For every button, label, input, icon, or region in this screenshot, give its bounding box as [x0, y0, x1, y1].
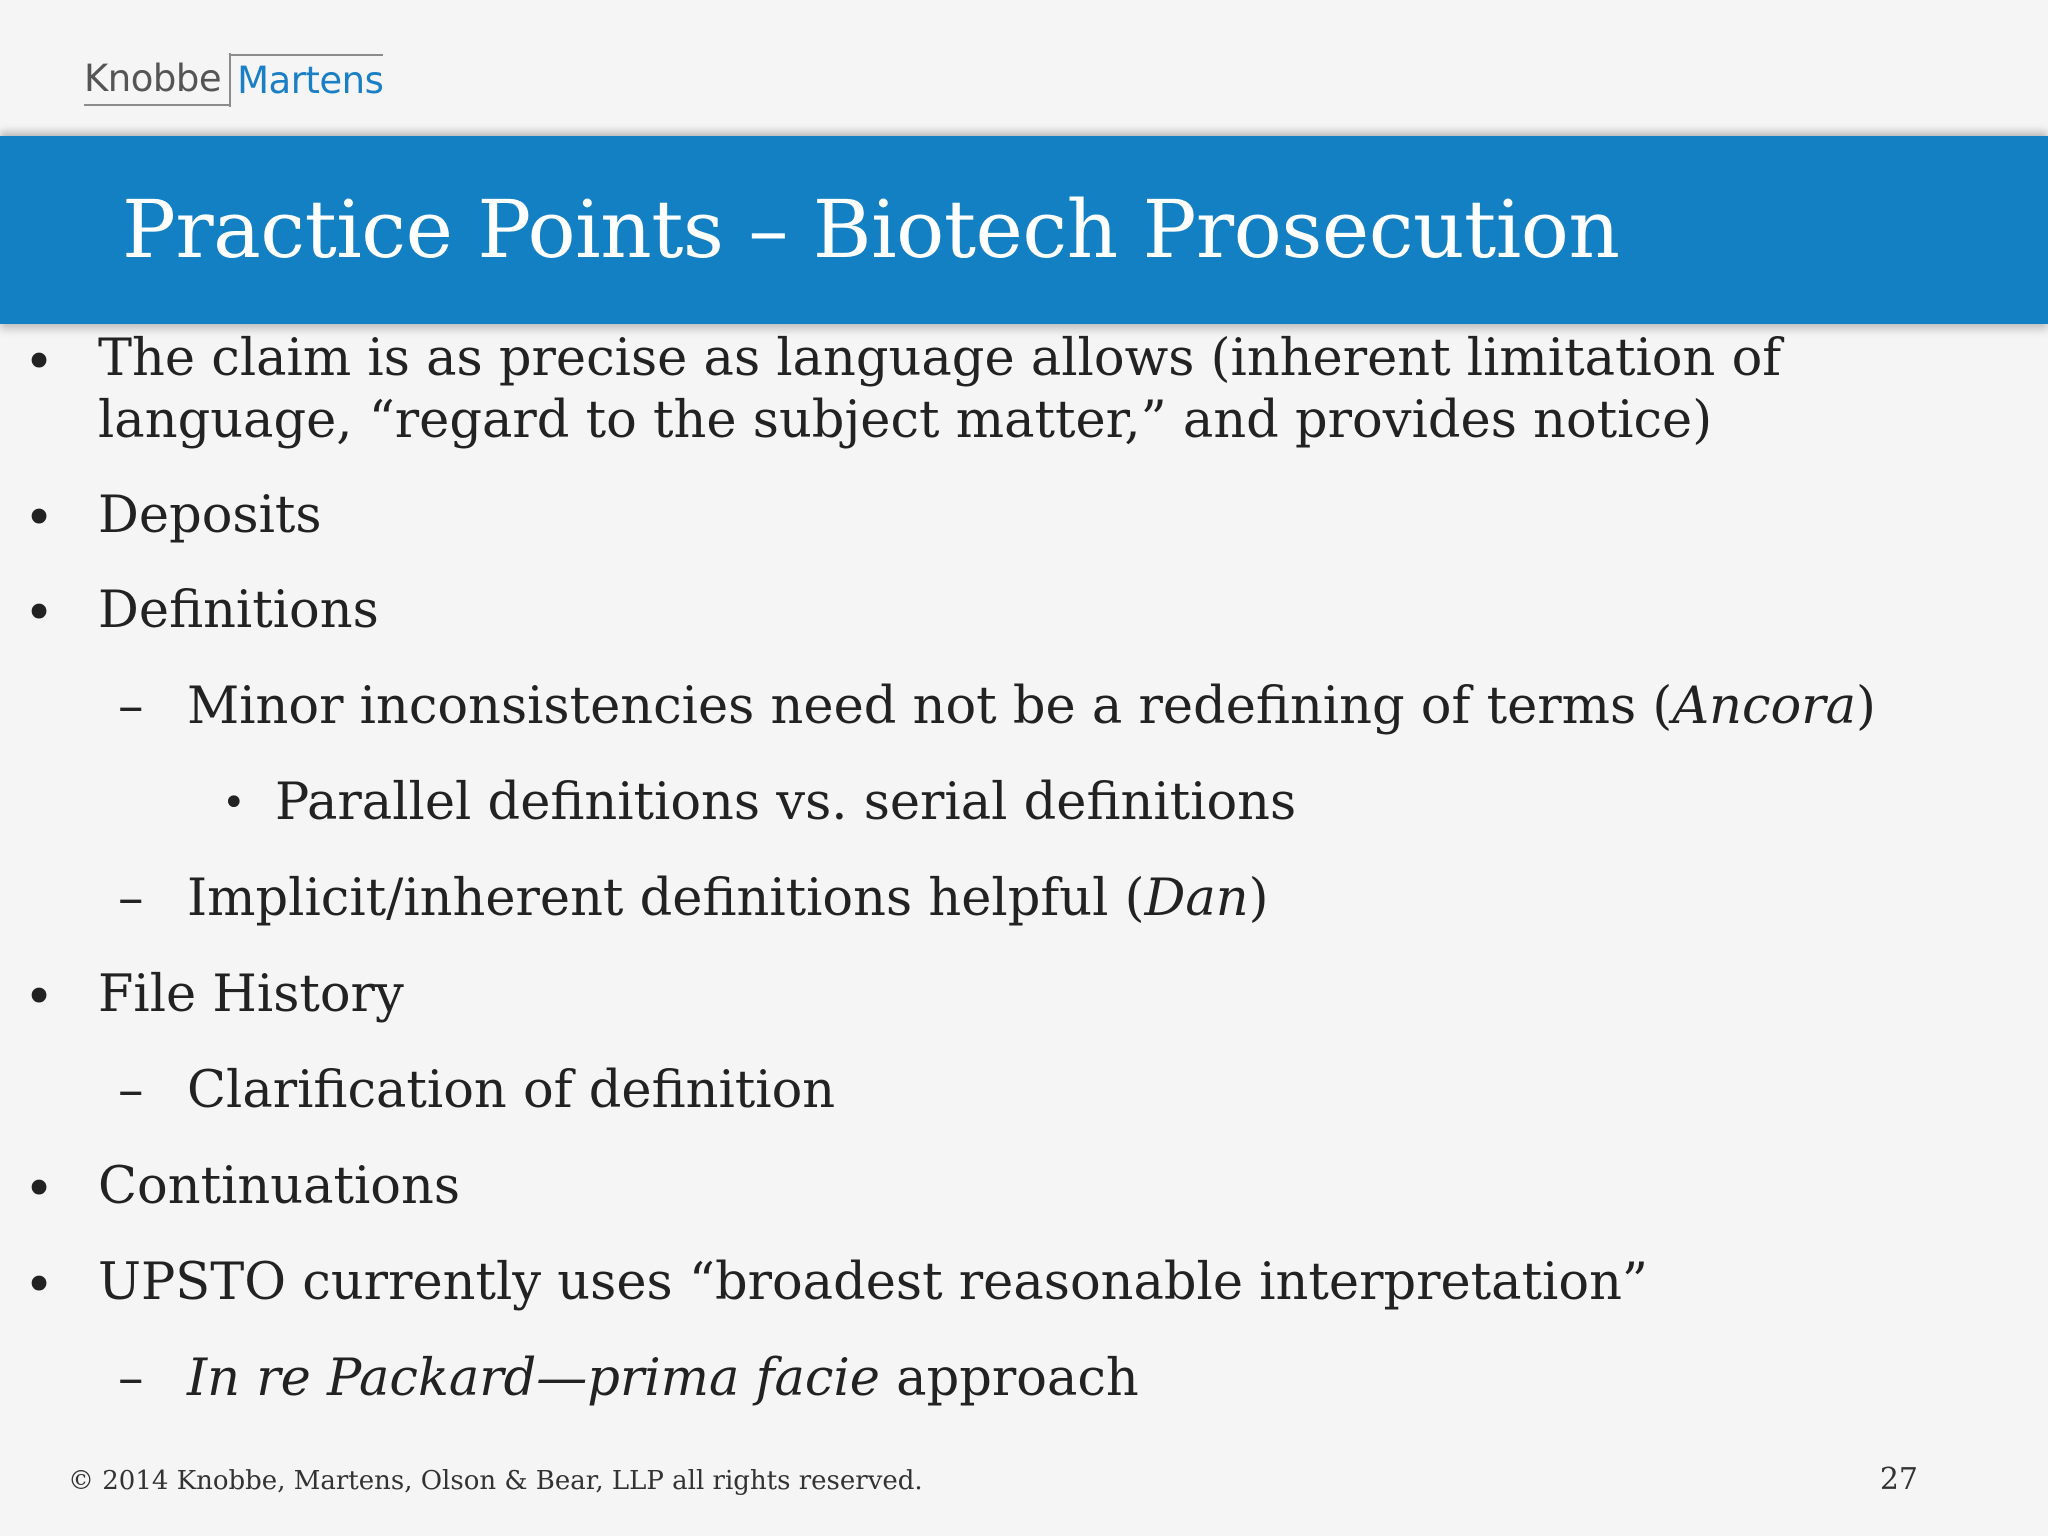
- slide-title: Practice Points – Biotech Prosecution: [122, 183, 1620, 276]
- sub-minor-inconsistencies: [187, 676, 1876, 737]
- case-name-packard: In re Packard—prima facie: [187, 1349, 880, 1408]
- sub-minor-end: ): [1856, 677, 1876, 736]
- dash-marker: –: [118, 869, 144, 928]
- bullet-upsto: UPSTO currently uses “broadest reasonable interpretation”: [98, 1253, 1648, 1312]
- bullet-continuations: Continuations: [98, 1157, 461, 1216]
- sub-implicit-text: Implicit/inherent definitions helpful (: [187, 869, 1145, 928]
- bullet-marker: •: [24, 489, 55, 548]
- sub-implicit-end: ): [1248, 869, 1269, 928]
- bullet-file-history: File History: [98, 965, 404, 1024]
- dash-marker: –: [118, 1349, 144, 1408]
- logo-martens: Martens: [231, 54, 383, 106]
- sub-implicit-definitions: [187, 868, 1269, 929]
- bullet-marker: •: [24, 333, 55, 392]
- dash-marker: –: [118, 677, 144, 736]
- sub-clarification: Clarification of definition: [187, 1061, 836, 1120]
- bullet-marker: •: [24, 1256, 55, 1315]
- bullet-marker: •: [24, 584, 55, 643]
- case-name-ancora: Ancora: [1672, 677, 1857, 736]
- bullet-deposits: Deposits: [98, 486, 322, 545]
- case-name-dan: Dan: [1144, 869, 1249, 928]
- bullet-marker: •: [24, 968, 55, 1027]
- sub-minor-text: Minor inconsistencies need not be a redefining of terms (: [187, 677, 1673, 736]
- page-number: 27: [1879, 1462, 1918, 1497]
- logo-knobbe: Knobbe: [84, 54, 229, 106]
- bullet-precise-claim-line1: The claim is as precise as language allows (inherent limitation of: [98, 329, 1782, 388]
- bullet-precise-claim-line2: language, “regard to the subject matter,” and provides notice): [98, 391, 1713, 450]
- sub-packard: [187, 1348, 1139, 1409]
- copyright-notice: © 2014 Knobbe, Martens, Olson & Bear, LLP all rights reserved.: [68, 1466, 923, 1496]
- small-bullet-marker: •: [222, 780, 246, 826]
- dash-marker: –: [118, 1061, 144, 1120]
- bullet-definitions: Definitions: [98, 581, 379, 640]
- bullet-marker: •: [24, 1160, 55, 1219]
- subsub-parallel-definitions: Parallel definitions vs. serial definitions: [275, 773, 1297, 832]
- sub-packard-text: approach: [879, 1349, 1139, 1408]
